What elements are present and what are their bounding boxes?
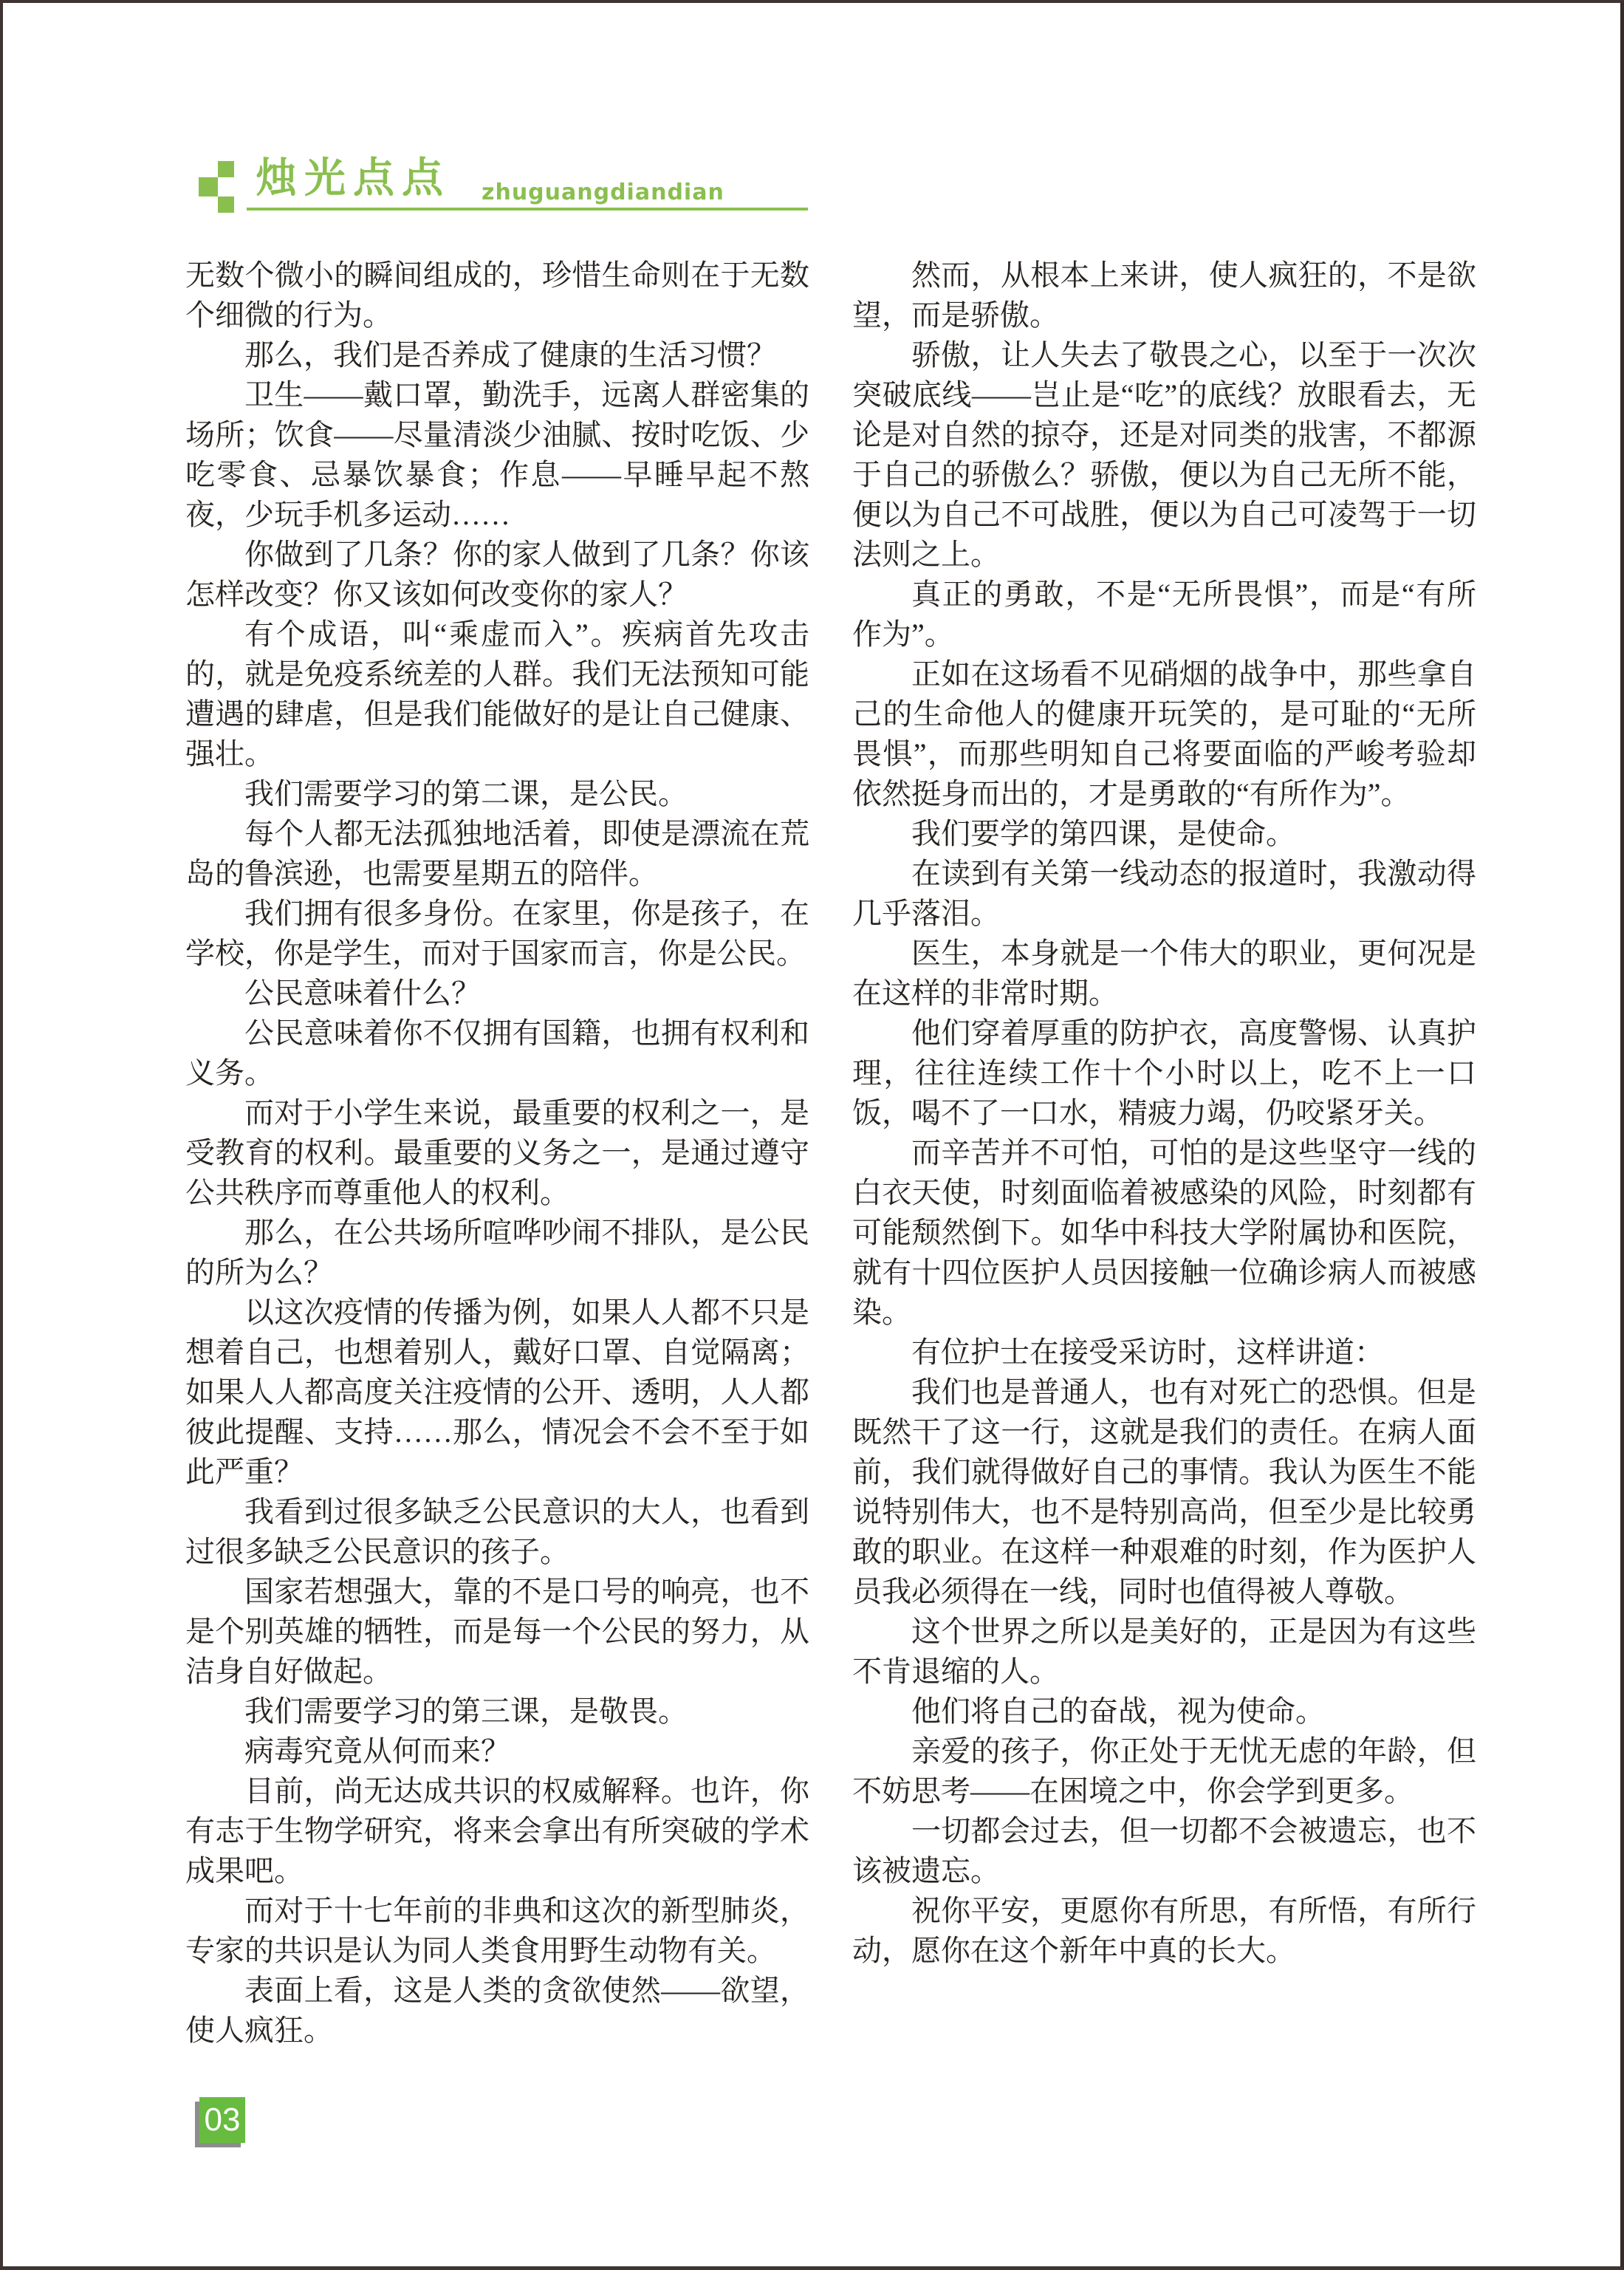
logo-squares-icon (199, 160, 236, 213)
logo-square-bottom (218, 196, 234, 213)
paragraph: 以这次疫情的传播为例，如果人人都不只是想着自己，也想着别人，戴好口罩、自觉隔离；如果人人都高度关注疫情的公开、透明，人人都彼此提醒、支持……那么，情况会不会不至于如此严重？ (185, 1296, 809, 1488)
paragraph: 那么，在公共场所喧哗吵闹不排队，是公民的所为么？ (185, 1216, 809, 1289)
paragraph: 在读到有关第一线动态的报道时，我激动得几乎落泪。 (852, 857, 1476, 930)
paragraph: 我看到过很多缺乏公民意识的大人，也看到过很多缺乏公民意识的孩子。 (185, 1495, 809, 1568)
paragraph: 我们也是普通人，也有对死亡的恐惧。但是既然干了这一行，这就是我们的责任。在病人面前，我们就得做好自己的事情。我认为医生不能说特别伟大，也不是特别高尚，但至少是比较勇敢的职业。在这样一种艰难的时刻，作为医护人员我必须得在一线，同时也值得被人尊敬。 (852, 1375, 1476, 1608)
section-subtitle-pinyin: zhuguangdiandian (482, 180, 724, 205)
paragraph: 而对于小学生来说，最重要的权利之一，是受教育的权利。最重要的义务之一，是通过遵守公共秩序而尊重他人的权利。 (185, 1096, 809, 1209)
page-number-badge (199, 2097, 245, 2143)
paragraph: 表面上看，这是人类的贪欲使然——欲望，使人疯狂。 (185, 1974, 809, 2047)
paragraph: 真正的勇敢，不是“无所畏惧”，而是“有所作为”。 (852, 578, 1476, 651)
paragraph: 正如在这场看不见硝烟的战争中，那些拿自己的生命他人的健康开玩笑的，是可耻的“无所畏惧”，而那些明知自己将要面临的严峻考验却依然挺身而出的，才是勇敢的“有所作为”。 (852, 657, 1476, 810)
paragraph: 国家若想强大，靠的不是口号的响亮，也不是个别英雄的牺牲，而是每一个公民的努力，从洁身自好做起。 (185, 1575, 809, 1688)
paragraph: 那么，我们是否养成了健康的生活习惯？ (244, 338, 776, 372)
paragraph: 然而，从根本上来讲，使人疯狂的，不是欲望，而是骄傲。 (852, 259, 1476, 332)
paragraph: 公民意味着什么？ (244, 977, 481, 1010)
paragraph: 目前，尚无达成共识的权威解释。也许，你有志于生物学研究，将来会拿出有所突破的学术成果吧。 (185, 1774, 809, 1887)
paragraph: 你做到了几条？你的家人做到了几条？你该怎样改变？你又该如何改变你的家人？ (185, 538, 809, 611)
paragraph: 医生，本身就是一个伟大的职业，更何况是在这样的非常时期。 (852, 937, 1476, 1010)
logo-square-left (199, 177, 218, 196)
header-divider (247, 208, 808, 211)
paragraph: 亲爱的孩子，你正处于无忧无虑的年龄，但不妨思考——在困境之中，你会学到更多。 (852, 1734, 1476, 1808)
paragraph: 他们将自己的奋战，视为使命。 (911, 1695, 1325, 1728)
page-number: 03 (204, 2102, 241, 2138)
paragraph: 而对于十七年前的非典和这次的新型肺炎，专家的共识是认为同人类食用野生动物有关。 (185, 1894, 809, 1967)
paragraph: 这个世界之所以是美好的，正是因为有这些不肯退缩的人。 (852, 1615, 1476, 1688)
paragraph: 有个成语，叫“乘虚而入”。疾病首先攻击的，就是免疫系统差的人群。我们无法预知可能遭遇的肆虐，但是我们能做好的是让自己健康、强壮。 (185, 618, 809, 770)
paragraph: 而辛苦并不可怕，可怕的是这些坚守一线的白衣天使，时刻面临着被感染的风险，时刻都有可能颓然倒下。如华中科技大学附属协和医院，就有十四位医护人员因接触一位确诊病人而被感染。 (852, 1136, 1476, 1329)
paragraph: 我们需要学习的第三课，是敬畏。 (244, 1695, 688, 1728)
paragraph: 我们要学的第四课，是使命。 (911, 817, 1295, 850)
paragraph: 我们需要学习的第二课，是公民。 (244, 777, 688, 810)
paragraph: 骄傲，让人失去了敬畏之心，以至于一次次突破底线——岂止是“吃”的底线？放眼看去，无论是对自然的掠夺，还是对同类的戕害，不都源于自己的骄傲么？骄傲，便以为自己无所不能，便以为自己不可战胜，便以为自己可凌驾于一切法则之上。 (852, 338, 1476, 571)
paragraph: 他们穿着厚重的防护衣，高度警惕、认真护理，往往连续工作十个小时以上，吃不上一口饭，喝不了一口水，精疲力竭，仍咬紧牙关。 (852, 1016, 1476, 1129)
paragraph: 一切都会过去，但一切都不会被遗忘，也不该被遗忘。 (852, 1814, 1476, 1887)
paragraph: 病毒究竟从何而来？ (244, 1734, 510, 1768)
paragraph: 祝你平安，更愿你有所思，有所悟，有所行动，愿你在这个新年中真的长大。 (852, 1894, 1476, 1967)
paragraph: 每个人都无法孤独地活着，即使是漂流在荒岛的鲁滨逊，也需要星期五的陪伴。 (185, 817, 809, 890)
section-title: 烛光点点 (256, 154, 450, 202)
paragraph: 我们拥有很多身份。在家里，你是孩子，在学校，你是学生，而对于国家而言，你是公民。 (185, 897, 809, 970)
paragraph: 卫生——戴口罩，勤洗手，远离人群密集的场所；饮食——尽量清淡少油腻、按时吃饭、少吃零食、忌暴饮暴食；作息——早睡早起不熬夜，少玩手机多运动…… (185, 378, 809, 531)
text-column-right (852, 256, 1476, 1971)
logo-square-top (218, 161, 234, 177)
text-column-left (185, 256, 809, 2051)
paragraph: 公民意味着你不仅拥有国籍，也拥有权利和义务。 (185, 1016, 809, 1090)
paragraph: 无数个微小的瞬间组成的，珍惜生命则在于无数个细微的行为。 (185, 259, 809, 332)
paragraph: 有位护士在接受采访时，这样讲道： (911, 1336, 1384, 1369)
